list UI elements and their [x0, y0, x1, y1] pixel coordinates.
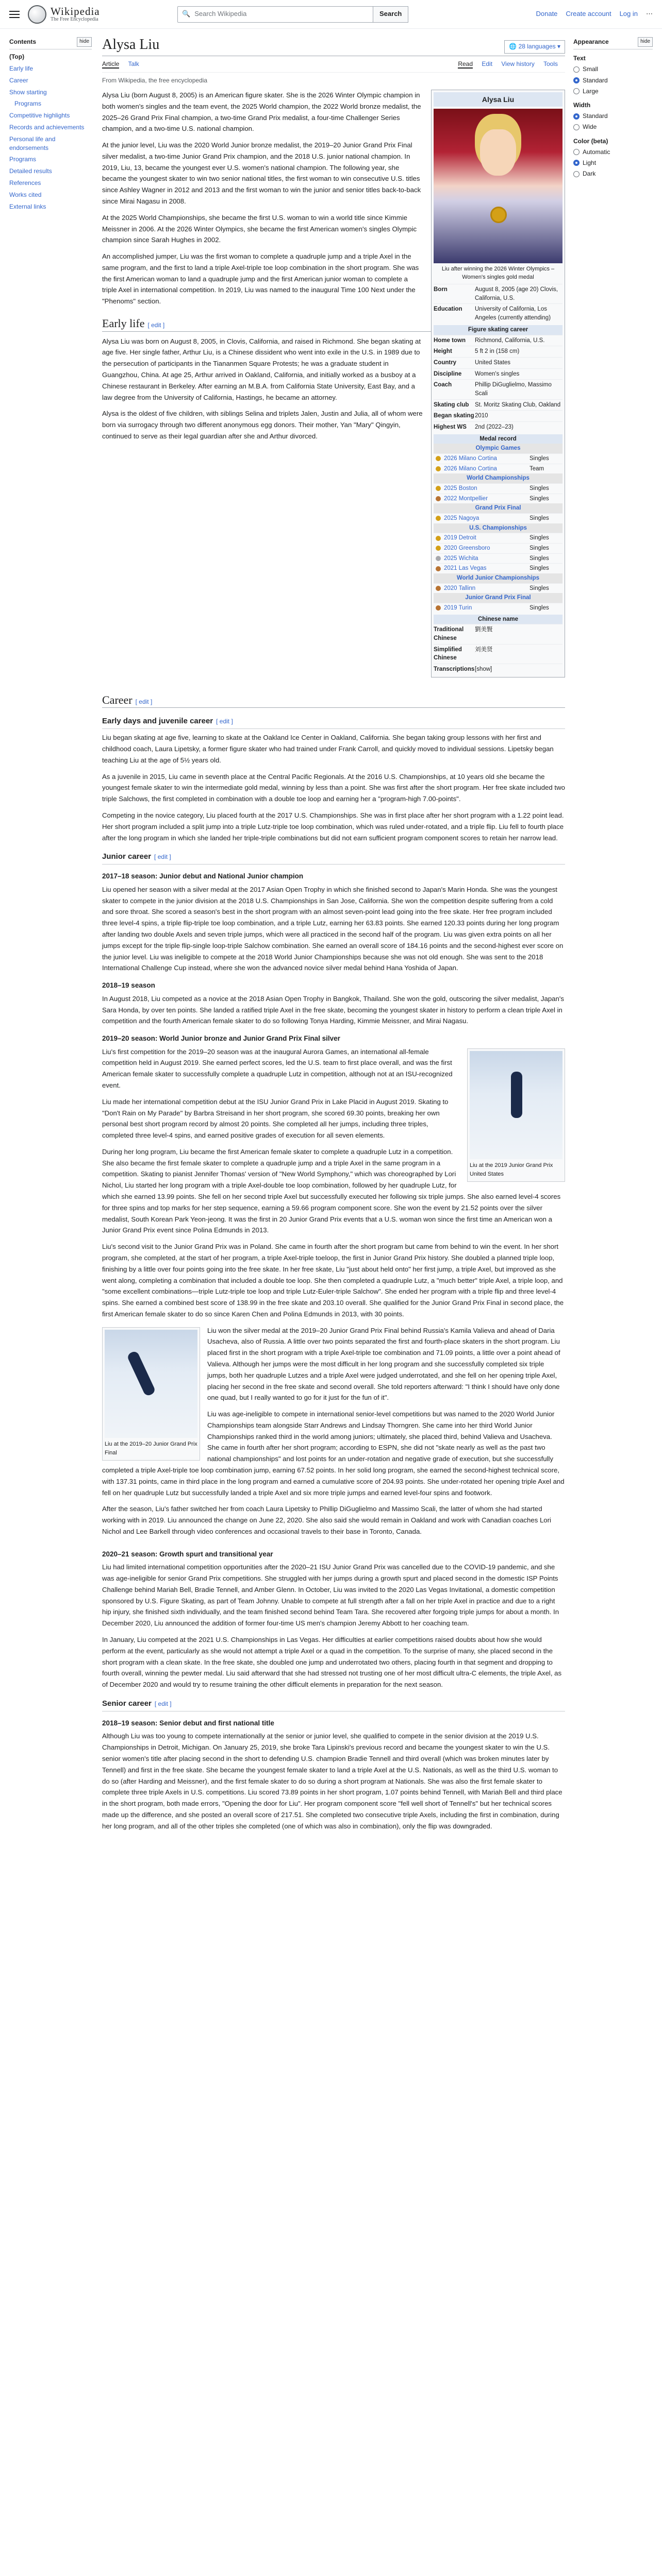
infobox-label: Coach: [434, 382, 452, 388]
gold-medal-icon: [436, 466, 441, 471]
infobox-row: [434, 399, 562, 411]
paragraph: During her long program, Liu became the first American female skater to complete a quadruple Lutz in a competition. She also became the first female skater to complete a quadruple jump and a triple Axel in the same program in a competition. Skating to pianist Jennifer Thomas' version of "New World Symphony," which was choreographed by Lori Nichol, Liu started her long program with a triple Axel-double toe loop combination, followed by her quadruple Lutz, for which she earned 13.99 points. She fell on her second triple Axel but successfully executed her following six triple jumps. She also earned level-4 scores for three spins and top marks for her step sequence, earning a 59.66 program component score. She won the event by 21.52 points over the silver medalist, South Korean Park Yeon-jeong. It was the first in 20 Junior Grand Prix events that a U.S. woman won since the first time an American won a Junior Grand Prix event since Polina Edmunds in 2013.: [102, 1147, 561, 1234]
medal-group-heading[interactable]: World Championships: [434, 473, 562, 483]
paragraph: Alysa Liu was born on August 8, 2005, in Clovis, California, and raised in Richmond. She began skating at age five. Her single father, Arthur Liu, is a Chinese dissident who went into exile in the U.S. in 1989 due to the persecution of participants in the Tiananmen Square Protests; he was a graduate student in Guangzhou, China. At age 25, Arthur arrived in Oakland, California, and initially worked as a busboy at a Chinese restaurant in Berkeley. After earning an M.B.A. from California State University, East Bay, and a law degree from the University of California, Hastings, he became an attorney.: [102, 337, 421, 401]
radio-icon[interactable]: [573, 77, 580, 83]
search-form: [177, 6, 408, 23]
infobox-row: [434, 624, 562, 643]
text-size-option[interactable]: [573, 87, 653, 96]
toc-item[interactable]: Records and achievements: [9, 123, 85, 131]
photo-thumbnail[interactable]: [102, 1327, 200, 1461]
medal-event[interactable]: 2020 Tallinn: [444, 585, 476, 591]
text-size-option[interactable]: [573, 64, 653, 74]
radio-icon[interactable]: [573, 113, 580, 120]
search-placeholder: Search Wikipedia: [194, 10, 247, 18]
medal-event[interactable]: 2026 Milano Cortina: [444, 465, 497, 472]
edit-section-link[interactable]: [ edit ]: [147, 321, 165, 329]
site-name: Wikipedia: [51, 5, 100, 18]
toc-item[interactable]: (Top): [9, 53, 25, 61]
toc-item[interactable]: Personal life and endorsements: [9, 135, 56, 151]
infobox-row: [434, 368, 562, 380]
infobox-row: [434, 284, 562, 303]
tab-talk[interactable]: Talk: [128, 60, 139, 67]
more-options-icon[interactable]: ⋯: [646, 10, 653, 18]
medal-type: Singles: [529, 585, 549, 591]
infobox-label: Height: [434, 348, 452, 355]
infobox-photo[interactable]: [434, 109, 562, 263]
infobox-value: Phillip DiGuglielmo, Massimo Scali: [475, 382, 552, 397]
infobox-label: Education: [434, 306, 462, 313]
medal-row: [434, 483, 562, 494]
paragraph: Although Liu was too young to compete internationally at the senior or junior level, she qualified to compete in the senior division at the 2019 U.S. Championships in Detroit, Michigan. On January 25, 2019, she broke Tara Lipinski's previous record and became the youngest skater to win the U.S. senior women's title after placing second in the short to defending U.S. champion Bradie Tennell and third overall (which was broken minutes later by Tennell) and first in the free skate. She became the youngest female skater to land a triple Axel at the U.S. Nationals, as well as the third U.S. woman to do so (after Harding and Meissner), and the first female skater to do so during a short program at Nationals. She was also the first female skater to complete three triple Axels in U.S. competitions. Liu scored 73.89 points in her short program, 1.07 points behind Tennell, with Mariah Bell and third place in the short program, both made errors, "Opening the door for Liu". Her program component score "fell well short of Tennell's" but her technical scores made up the difference, and she posted an overall score of 217.51. She completed two consecutive triple Axels, including the first in combination, during her long program, and all of the other triples she completed (one of which was also in combination), only the flip was downgraded.: [102, 1732, 562, 1830]
medal-row: [434, 513, 562, 523]
infobox-label: Discipline: [434, 370, 462, 377]
table-of-contents: [9, 29, 92, 1837]
text-size-option-label: Small: [583, 65, 599, 73]
article-body: [102, 90, 565, 1832]
medal-row: [434, 494, 562, 504]
season-2019-20-heading: 2019–20 season: World Junior bronze and Junior Grand Prix Final silver: [102, 1035, 340, 1043]
width-option-label: Standard: [583, 112, 608, 120]
infobox-row: [434, 357, 562, 368]
text-size-option-label: Standard: [583, 76, 608, 84]
text-size-label: Text: [573, 55, 586, 62]
gold-medal-icon: [436, 456, 441, 461]
toc-hide-button[interactable]: hide: [77, 37, 92, 47]
gold-medal-icon: [436, 536, 441, 541]
medal-type: Singles: [529, 535, 549, 541]
radio-icon[interactable]: [573, 171, 580, 177]
medal-event[interactable]: 2020 Greensboro: [444, 545, 490, 551]
language-count: 28 languages: [518, 43, 556, 50]
medal-type: Team: [529, 465, 544, 472]
medal-event[interactable]: 2019 Detroit: [444, 535, 476, 541]
infobox-value: August 8, 2005 (age 20) Clovis, California, U.S.: [475, 286, 558, 301]
medal-type: Singles: [529, 555, 549, 562]
medal-row: [434, 533, 562, 543]
appearance-panel: [565, 29, 653, 1837]
career-heading: Career [ edit ]: [102, 693, 565, 708]
color-option-label: Automatic: [583, 148, 610, 156]
width-option-label: Wide: [583, 123, 597, 131]
season-2017-18-heading: 2017–18 season: Junior debut and National Junior champion: [102, 872, 304, 880]
edit-section-link[interactable]: [ edit ]: [216, 718, 233, 725]
paragraph: Alysa Liu (born August 8, 2005) is an American figure skater. She is the 2026 Winter Olympic champion in both women's singles and the team event, the 2025 World champion, the 2022 World bronze medalist, the 2025–26 Grand Prix Final champion, a two-time Grand Prix medalist, a four-time Challenger Series champion, and a two-time U.S. national champion.: [102, 91, 421, 133]
season-2020-21-heading: 2020–21 season: Growth spurt and transitional year: [102, 1550, 273, 1558]
infobox: [431, 90, 565, 677]
medal-record-heading: Medal record: [434, 434, 562, 444]
edit-section-link[interactable]: [ edit ]: [154, 853, 171, 861]
medal-event[interactable]: 2025 Wichita: [444, 555, 478, 562]
gold-medal-icon: [436, 486, 441, 491]
infobox-label: Began skating: [434, 413, 474, 419]
search-input[interactable]: [177, 6, 373, 23]
infobox-label: Transcriptions: [434, 666, 475, 672]
main-menu-icon[interactable]: [9, 11, 20, 18]
medal-type: Singles: [529, 495, 549, 502]
paragraph: As a juvenile in 2015, Liu came in seventh place at the Central Pacific Regionals. At the 2016 U.S. Championships, at 10 years old she became the youngest female skater to win the intermediate gold medal, winning by less than a point. She was first after the short program. Her free skate included two triple Salchows, the first completed in combination with a double toe loop and earning her a "program-high 7.00-points".: [102, 772, 565, 803]
create-account-link[interactable]: Create account: [566, 10, 611, 18]
infobox-label: Simplified Chinese: [434, 646, 462, 662]
color-option-label: Light: [583, 159, 597, 166]
toc-title: Contents: [9, 38, 36, 45]
medal-group-heading[interactable]: Grand Prix Final: [434, 503, 562, 513]
medal-type: Singles: [529, 545, 549, 551]
infobox-value: [show]: [475, 666, 492, 672]
page-title: Alysa Liu: [102, 37, 160, 53]
infobox-value: Richmond, California, U.S.: [475, 337, 545, 344]
gold-medal-icon: [436, 546, 441, 551]
season-2018-19-heading: 2018–19 season: [102, 981, 155, 990]
paragraph: Liu won the silver medal at the 2019–20 Junior Grand Prix Final behind Russia's Kamila Valieva and ahead of Daria Usacheva, also of Russia. A little over two points separated the first and fourth-place skaters in the short program. Liu placed first in the short program with a triple Axel-triple toe combination and 71.09 points, a little over a point ahead of Valieva. Although her jumps were the most difficult in her long program and she successfully completed six triple jumps, both her quadruple Lutzes and a triple Axel were judged underrotated, and she fell on her opening triple Axel, placing her second in the free skate and second overall. She told reporters afterward: "I think I should have only done one quad, but I really wanted to go for it just for the fun of it".: [207, 1326, 560, 1402]
color-option-label: Dark: [583, 170, 596, 178]
infobox-caption: Liu after winning the 2026 Winter Olympics – Women's singles gold medal: [441, 266, 555, 281]
paragraph: Alysa is the oldest of five children, with siblings Selina and triplets Jalen, Justin and Julia, all of whom were born via surrogacy through two different anonymous egg donors. Their mother, Yan "Mary" Qingyin, continued to serve as their legal guardian after she and Arthur divorced.: [102, 410, 423, 440]
medal-event[interactable]: 2019 Turin: [444, 604, 472, 611]
infobox-title: Alysa Liu: [434, 92, 562, 107]
infobox-value: 2nd (2022–23): [475, 423, 514, 430]
paragraph: An accomplished jumper, Liu was the first woman to complete a quadruple jump and a triple Axel in the same program, and the first to land a triple Axel-triple toe loop combination in the short program. She was the first American woman to land a quadruple jump and the first American junior woman to complete a triple Axel in international competition. In 2019, Liu was named to the inaugural Time 100 Next under the "Phenoms" section.: [102, 252, 419, 306]
medal-row: [434, 603, 562, 613]
from-wikipedia-note: From Wikipedia, the free encyclopedia: [102, 76, 208, 84]
senior-season-2018-19-heading: 2018–19 season: Senior debut and first national title: [102, 1719, 274, 1727]
paragraph: After the season, Liu's father switched her from coach Laura Lipetsky to Phillip DiGuglielmo and Massimo Scali, the latter of whom she had started working with in 2019. Liu announced the change on June 22, 2020. She also said she would remain in Oakland and work with Canadian coaches Lori Nichol and Lee Barkell through video conferences and occasional travels to their base in Toronto, Canada.: [102, 1505, 551, 1535]
paragraph: In August 2018, Liu competed as a novice at the 2018 Asian Open Trophy in Bangkok, Thailand. She won the gold, outscoring the silver medalist, Japan's Sara Honda, by over ten points. She landed a ratified triple Axel in the free skate, becoming the youngest skater in history to perform a clean triple Axel in competition and the fourth American female skater to do so following Tonya Harding, Kimmie Meissner, and Mirai Nagasu.: [102, 994, 564, 1025]
photo-thumbnail[interactable]: [467, 1048, 565, 1182]
tab-tools[interactable]: Tools: [543, 60, 558, 67]
infobox-value: 5 ft 2 in (158 cm): [475, 348, 520, 355]
infobox-row: [434, 335, 562, 346]
radio-icon[interactable]: [573, 124, 580, 130]
gold-medal-icon: [436, 516, 441, 521]
text-size-option[interactable]: [573, 76, 653, 86]
tab-article[interactable]: Article: [102, 60, 120, 67]
width-option[interactable]: [573, 111, 653, 121]
toc-item[interactable]: Career: [9, 76, 28, 84]
text-size-option-label: Large: [583, 87, 599, 95]
toc-item[interactable]: Programs: [14, 100, 42, 108]
edit-section-link[interactable]: [ edit ]: [154, 1700, 172, 1707]
globe-icon: [28, 5, 46, 24]
paragraph: At the junior level, Liu was the 2020 World Junior bronze medalist, the 2019–20 Junior Grand Prix Final silver medalist, a two-time Junior Grand Prix champion, and the 2018 U.S. junior national champion. In 2019, Liu, 13, became the youngest ever U.S. women's national champion. The following year, she became the youngest skater to win two senior national titles, the first woman to win consecutive U.S. titles since Ashley Wagner in 2012 and 2013 and the first woman to win the junior and senior titles back-to-back since Mirai Nagasu in 2008.: [102, 141, 421, 205]
infobox-label: Country: [434, 359, 457, 366]
tab-edit[interactable]: Edit: [482, 60, 493, 67]
infobox-label: Skating club: [434, 401, 469, 408]
photo-caption: Liu at the 2019 Junior Grand Prix United States: [470, 1162, 553, 1178]
infobox-label: Traditional Chinese: [434, 626, 464, 641]
appearance-hide-button[interactable]: hide: [638, 37, 653, 47]
bronze-medal-icon: [436, 586, 441, 591]
infobox-row: [434, 644, 562, 664]
infobox-value: University of California, Los Angeles (currently attending): [475, 306, 551, 321]
infobox-row: [434, 346, 562, 357]
medal-row: [434, 583, 562, 594]
radio-icon[interactable]: [573, 66, 580, 73]
medal-row: [434, 563, 562, 573]
width-option[interactable]: [573, 122, 653, 132]
medal-type: Singles: [529, 455, 549, 462]
toc-item[interactable]: Show starting: [9, 88, 47, 96]
paragraph: Liu's second visit to the Junior Grand Prix was in Poland. She came in fourth after the short program but came from behind to win the event. In her short program, she completed, at the start of her program, a triple Axel-triple toeloop, the first in Junior Grand Prix history. She doubled a planned triple loop, finishing by a little over four points going into the free skate. In her free skate, Liu "just about held onto" her first jump, a triple Axel, but improved as she went along, completing a combination that included a double toe loop. She then completed a quadruple Lutz, a "much better" triple Axel, a triple loop, and "some excellent combinations—triple Lutz-triple toe loop and triple Lutz-Euler-triple Salchow". She ended her program with a triple flip and three level-4 spins. She earned a combined best score of 138.99 in the free skate and 203.10 overall. She qualified for the Junior Grand Prix Final in second place, the first American female skater to do so since Karen Chen and Polina Edmunds in 2013, with 30 points.: [102, 1243, 564, 1318]
medal-event[interactable]: 2025 Nagoya: [444, 515, 479, 521]
paragraph: Competing in the novice category, Liu placed fourth at the 2017 U.S. Championships. She was in first place after her short program with a 1.22 point lead. Her short program included a split jump into a triple Lutz-triple toe loop combination, which was ruled under-rotated, and a triple flip. Liu fell to fourth place after the long program in which she landed her triple-triple combinations but did not earn sufficient program component scores to retain her narrow lead.: [102, 811, 564, 842]
toc-item[interactable]: Competitive highlights: [9, 112, 70, 120]
paragraph: Liu began skating at age five, learning to skate at the Oakland Ice Center in Oakland, California. She began taking group lessons with her first and childhood coach, Laura Lipetsky, a former figure skater who had trained under Frank Carroll, and quickly moved to individual sessions. Lipetsky began teaching Liu at the age of 5½ years old.: [102, 734, 554, 764]
medal-row: [434, 464, 562, 474]
chinese-name-heading: Chinese name: [434, 615, 562, 624]
appearance-title: Appearance: [573, 38, 609, 45]
infobox-row: [434, 421, 562, 433]
medal-type: Singles: [529, 565, 549, 572]
paragraph: Liu was age-ineligible to compete in international senior-level competitions but was named to the 2020 World Junior Championships team alongside Starr Andrews and Lindsay Thorngren. She came into her third World Junior Championships ranked third in the world among juniors; ultimately, she placed third, behind Valieva and Usacheva. She came in fourth after her short program; according to ESPN, she did not "skate nearly as well as the past two national championships" and lost points for an under-rotation and negative grade of execution, but she successfully completed a triple Axel-triple toe loop combination jump, earning 67.52 points. In her solid long program, she earned the second-highest technical score, with 137.31 points, came in third place in the long program and earned a cumulative score of 204.93 points. She under-rotated her opening triple Axel and fell on her quadruple Lutz but successfully landed a triple Axel and six more triple jumps and earned level-four spins and footwork.: [102, 1410, 565, 1497]
bronze-medal-icon: [436, 496, 441, 501]
edit-section-link[interactable]: [ edit ]: [135, 698, 153, 705]
medal-group-heading[interactable]: World Junior Championships: [434, 573, 562, 583]
language-button[interactable]: 🌐 28 languages ▾: [504, 40, 565, 53]
toc-item[interactable]: References: [9, 179, 41, 187]
infobox-row: [434, 379, 562, 399]
infobox-row: [434, 410, 562, 421]
tab-read[interactable]: Read: [458, 60, 473, 67]
toc-item[interactable]: Detailed results: [9, 167, 52, 175]
silver-medal-icon: [436, 556, 441, 561]
medal-row: [434, 453, 562, 464]
medal-type: Singles: [529, 515, 549, 521]
toc-item[interactable]: Works cited: [9, 191, 42, 198]
infobox-label: Born: [434, 286, 448, 293]
search-button[interactable]: Search: [373, 6, 408, 23]
medal-group-heading[interactable]: U.S. Championships: [434, 523, 562, 533]
medal-group-heading[interactable]: Olympic Games: [434, 444, 562, 453]
wikipedia-logo[interactable]: [28, 5, 162, 24]
photo-caption: Liu at the 2019–20 Junior Grand Prix Final: [105, 1440, 197, 1456]
width-label: Width: [573, 101, 591, 109]
paragraph: Liu made her international competition debut at the ISU Junior Grand Prix in Lake Placid in August 2019. Skating to "Don't Rain on My Parade" by Barbra Streisand in her short program, she scored 69.30 points, breaking her own personal best short program record by almost 20 points. She completed all her jumps, including three triples, completed three level-4 spins, and earned positive grades of execution for all seven elements.: [102, 1097, 449, 1140]
page-tabs: [102, 56, 565, 73]
medal-type: Singles: [529, 485, 549, 492]
radio-icon[interactable]: [573, 88, 580, 94]
medal-type: Singles: [529, 604, 549, 611]
figure-skating-career-heading: Figure skating career: [434, 325, 562, 335]
tab-view-history[interactable]: View history: [501, 60, 535, 67]
search-icon: 🔍: [182, 10, 191, 18]
bronze-medal-icon: [436, 566, 441, 571]
color-label: Color (beta): [573, 137, 608, 145]
user-links: [536, 9, 653, 20]
junior-career-heading: Junior career [ edit ]: [102, 851, 565, 865]
medal-event[interactable]: 2021 Las Vegas: [444, 565, 487, 572]
color-option[interactable]: [573, 158, 653, 168]
infobox-row: [434, 303, 562, 323]
medal-row: [434, 553, 562, 564]
infobox-value: St. Moritz Skating Club, Oakland: [475, 401, 561, 408]
medal-event[interactable]: 2022 Montpellier: [444, 495, 488, 502]
infobox-value: 劉美賢: [475, 626, 493, 633]
color-option[interactable]: [573, 147, 653, 157]
infobox-value: Women's singles: [475, 370, 520, 377]
donate-link[interactable]: Donate: [536, 10, 558, 18]
article: [92, 29, 565, 1837]
medal-row: [434, 543, 562, 553]
medal-event[interactable]: 2025 Boston: [444, 485, 477, 492]
early-life-heading: Early life [ edit ]: [102, 316, 565, 332]
early-days-heading: Early days and juvenile career [ edit ]: [102, 715, 565, 729]
toc-item[interactable]: Programs: [9, 156, 37, 163]
paragraph: At the 2025 World Championships, she became the first U.S. woman to win a world title since Kimmie Meissner in 2006. At the 2026 Winter Olympics, she became the first American women's singles Olympic champion since Sarah Hughes in 2002.: [102, 213, 417, 244]
color-option[interactable]: [573, 169, 653, 179]
medal-group-heading[interactable]: Junior Grand Prix Final: [434, 593, 562, 603]
toc-item[interactable]: External links: [9, 202, 46, 210]
log-in-link[interactable]: Log in: [619, 10, 638, 18]
bronze-medal-icon: [436, 605, 441, 611]
infobox-value: 刘美贤: [475, 646, 493, 653]
infobox-value: 2010: [475, 413, 488, 419]
infobox-value: United States: [475, 359, 511, 366]
infobox-label: Home town: [434, 337, 466, 344]
paragraph: Liu opened her season with a silver medal at the 2017 Asian Open Trophy in which she finished second to Japan's Marin Honda. She was the youngest skater to compete in the junior division at the 2018 U.S. Championships in San Jose, California. She won the competition despite suffering from a cold and sore throat. She scored a season's best in the short program with an almost seven-point lead going into the free skate. Her free program included three level-4 spins, a triple flip-triple toe loop combination, and a triple Lutz, earning her 63.83 points. She earned 120.33 points during her long program after landing two double Axels and seven triple jumps, which were all practiced in the second half of the program. Liu was given extra points on all her jumps except for the triple flip-single loop-triple Salchow combination. She earned an overall score of 184.16 points and the second-highest ever score on the junior level. Liu was ineligible to compete at the 2018 World Junior Championships because she was not old enough. She was sent to the 2018 International Challenge Cup instead, where she won the advanced novice silver medal behind Hana Yoshida of Japan.: [102, 885, 564, 972]
infobox-row: [434, 664, 562, 675]
paragraph: In January, Liu competed at the 2021 U.S. Championships in Las Vegas. Her difficulties at earlier competitions raised doubts about how she would perform at the event, particularly as she would not attempt a triple Axel or a quad in the competition. To the surprise of many, she placed second in the short program with a clean skate. In the free skate, she doubled one jump and underrotated two others, placing fourth in that segment and dropping to fourth overall, winning the pewter medal. Liu said afterward that she had stressed not trusting one of her most difficult ultra-C elements, the triple Axel, as of December 2020 and would try to resume training the other difficult elements in preparation for the next season.: [102, 1635, 562, 1689]
site-header: [0, 0, 662, 29]
senior-career-heading: Senior career [ edit ]: [102, 1698, 565, 1711]
radio-icon[interactable]: [573, 160, 580, 166]
toc-item[interactable]: Early life: [9, 64, 34, 72]
medal-event[interactable]: 2026 Milano Cortina: [444, 455, 497, 462]
radio-icon[interactable]: [573, 149, 580, 155]
site-tagline: The Free Encyclopedia: [51, 16, 98, 22]
infobox-label: Highest WS: [434, 423, 467, 430]
paragraph: Liu had limited international competition opportunities after the 2020–21 ISU Junior Grand Prix was cancelled due to the COVID-19 pandemic, and she was age-ineligible for senior Grand Prix competitions. She struggled with her jumps during a growth spurt and placed second in the domestic ISP Points Challenge behind Mariah Bell, Bradie Tennell, and Amber Glenn. In October, Liu was invited to the 2020 Las Vegas Invitational, a domestic competition sponsored by U.S. Figure Skating, as part of Team Johnny. Unable to compete at full strength after a fall on her triple Axel in practice and due to a right hip injury, she finished sixth individually, and the team finished second behind Team Tara. She recovered after forgoing triple jumps for about a month. In December 2020, Liu announced the addition of former four-time US men's champion Jeremy Abbott to her coaching team.: [102, 1563, 559, 1628]
paragraph: Liu's first competition for the 2019–20 season was at the inaugural Aurora Games, an international all-female competition held in August 2019. She earned perfect scores, led the U.S. team to first place overall, and was the first American female skater to successfully complete a quadruple Lutz in competition, although not at an ISU-recognized event.: [102, 1047, 453, 1090]
